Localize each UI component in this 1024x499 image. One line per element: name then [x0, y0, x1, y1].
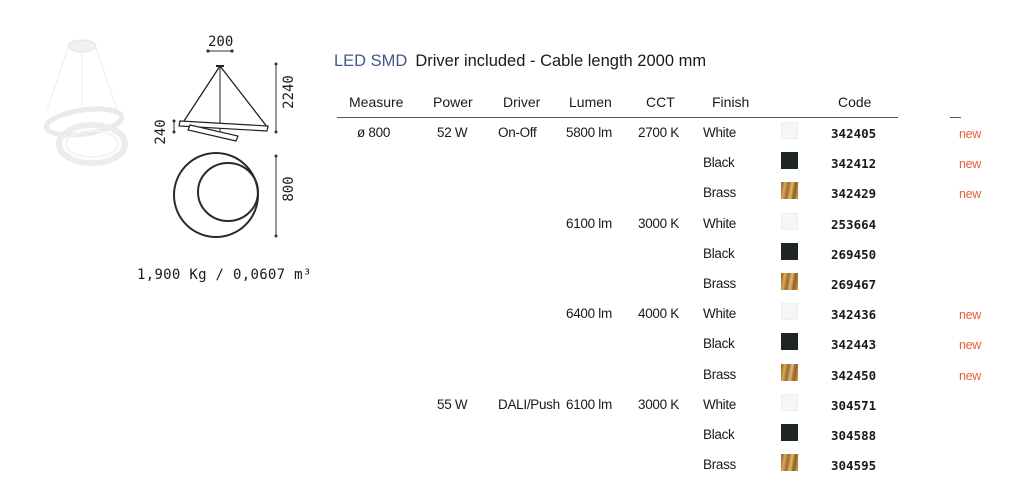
table-row	[0, 155, 1024, 177]
new-badge: new	[959, 308, 982, 323]
cell-finish: Black	[703, 245, 735, 261]
cell-code: 342412	[831, 156, 877, 172]
dimension-height-wrap	[279, 58, 299, 128]
new-badge: new	[959, 187, 982, 202]
cell-driver: On-Off	[498, 125, 537, 140]
table-row	[0, 216, 1024, 238]
finish-swatch-brass	[781, 182, 798, 199]
table-row	[0, 427, 1024, 449]
cell-finish: Black	[703, 155, 735, 171]
cell-finish: White	[703, 215, 737, 231]
cell-code: 269450	[831, 246, 877, 262]
finish-swatch-white	[781, 303, 798, 320]
cell-finish: White	[703, 125, 737, 140]
spec-description: Driver included - Cable length 2000 mm	[415, 52, 707, 70]
cell-driver: DALI/Push	[498, 396, 560, 412]
header-driver: Driver	[503, 94, 541, 110]
led-type-label: LED SMD	[334, 52, 408, 70]
dimension-width: 200	[208, 34, 234, 50]
cell-code: 253664	[831, 216, 877, 232]
cell-finish: Brass	[703, 457, 737, 473]
header-lumen: Lumen	[569, 94, 612, 110]
finish-swatch-black	[781, 424, 798, 441]
cell-finish: Brass	[703, 185, 737, 201]
finish-swatch-white	[781, 213, 798, 230]
cell-code: 342436	[831, 307, 877, 323]
finish-swatch-black	[781, 333, 798, 350]
new-badge: new	[959, 338, 982, 353]
cell-code: 304588	[831, 428, 877, 443]
cell-code: 304571	[831, 397, 877, 413]
header-power: Power	[433, 94, 473, 110]
cell-finish: White	[703, 306, 737, 322]
header-code: Code	[838, 94, 872, 110]
finish-swatch-white	[781, 394, 798, 411]
cell-power: 55 W	[437, 396, 468, 412]
cell-code: 342450	[831, 367, 877, 383]
cell-lumen: 6100 lm	[566, 396, 612, 412]
table-row	[0, 367, 1024, 389]
table-row	[0, 336, 1024, 358]
table-row	[0, 306, 1024, 328]
header-measure: Measure	[349, 94, 404, 110]
spec-heading	[334, 52, 706, 71]
finish-swatch-black	[781, 152, 798, 169]
cell-lumen: 6100 lm	[566, 215, 612, 231]
cell-finish: Black	[703, 336, 735, 352]
table-row	[0, 276, 1024, 298]
cell-finish: White	[703, 396, 737, 412]
cell-code: 269467	[831, 277, 877, 292]
dimension-ring-height: 240	[153, 119, 169, 145]
dimension-height: 2240	[281, 75, 297, 109]
table-row	[0, 185, 1024, 207]
cell-lumen: 5800 lm	[566, 125, 612, 140]
cell-cct: 3000 K	[638, 396, 679, 412]
header-cct: CCT	[646, 94, 675, 110]
finish-swatch-brass	[781, 454, 798, 471]
cell-finish: Brass	[703, 276, 737, 291]
cell-code: 342405	[831, 126, 877, 141]
cell-cct: 4000 K	[638, 306, 679, 322]
header-finish: Finish	[712, 94, 750, 110]
cell-finish: Brass	[703, 366, 737, 382]
weight-volume: 1,900 Kg / 0,0607 m³	[137, 267, 312, 283]
new-badge: new	[959, 368, 982, 383]
cell-finish: Black	[703, 427, 735, 442]
table-row	[0, 397, 1024, 419]
cell-measure: ø 800	[357, 125, 391, 140]
cell-lumen: 6400 lm	[566, 306, 612, 322]
finish-swatch-white	[781, 122, 798, 139]
cell-cct: 2700 K	[638, 125, 679, 140]
cell-code: 342443	[831, 337, 877, 353]
cell-code: 342429	[831, 186, 877, 202]
new-badge: new	[959, 127, 982, 141]
table-row	[0, 457, 1024, 479]
table-row	[0, 246, 1024, 268]
cell-cct: 3000 K	[638, 215, 679, 231]
cell-power: 52 W	[437, 125, 468, 140]
new-badge: new	[959, 157, 982, 172]
cell-code: 304595	[831, 458, 877, 474]
header-divider	[337, 117, 898, 118]
finish-swatch-brass	[781, 273, 798, 290]
table-row	[0, 125, 1024, 147]
finish-swatch-brass	[781, 364, 798, 381]
finish-swatch-black	[781, 243, 798, 260]
header-divider-short	[950, 117, 961, 118]
dimension-diameter: 800	[281, 176, 297, 202]
